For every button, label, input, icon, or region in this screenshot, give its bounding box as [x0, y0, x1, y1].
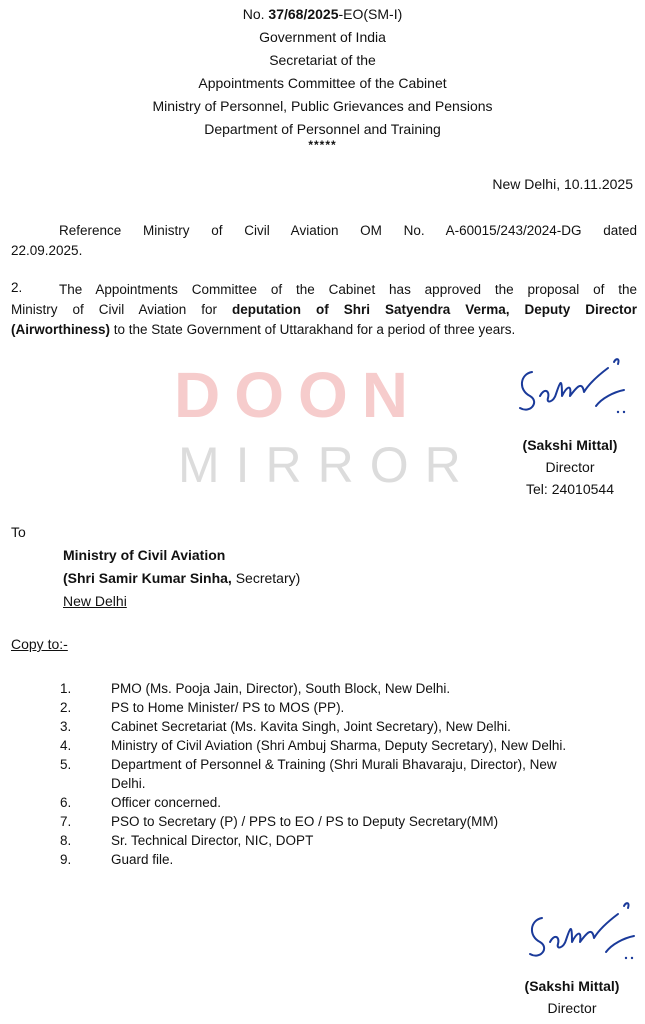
watermark-mirror: MIRROR — [178, 437, 477, 493]
header-line-4: Ministry of Personnel, Public Grievances and Pensions — [152, 98, 493, 114]
reference-line-2: 22.09.2025. — [11, 243, 83, 258]
signatory-name-1: (Sakshi Mittal) — [522, 437, 618, 453]
signatory-name-2: (Sakshi Mittal) — [524, 978, 620, 994]
signatory-designation-1: Director — [545, 459, 595, 475]
to-label: To — [11, 524, 26, 540]
header-line-3: Appointments Committee of the Cabinet — [198, 75, 447, 91]
signature-scribble-2 — [518, 892, 638, 972]
to-city: New Delhi — [63, 593, 127, 609]
para2 — [11, 280, 637, 340]
signatory-block-1 — [500, 434, 640, 500]
reference-line-1: Reference Ministry of Civil Aviation OM No. A-60015/243/2024-DG dated — [59, 223, 637, 238]
para2-line-1: The Appointments Committee of the Cabinet has approved the proposal of the — [59, 282, 637, 297]
header-line-1: Government of India — [259, 29, 386, 45]
para2-line-3: (Airworthiness) to the State Government of Uttarakhand for a period of three years. — [11, 322, 516, 337]
copy-to-label: Copy to:- — [11, 636, 68, 652]
para2-number: 2. — [11, 280, 23, 295]
signatory-block-2 — [502, 975, 642, 1019]
signatory-designation-2: Director — [547, 1000, 597, 1016]
header-line-5: Department of Personnel and Training — [204, 121, 441, 137]
to-organization: Ministry of Civil Aviation — [63, 547, 226, 563]
file-number: No. 37/68/2025-EO(SM-I) — [242, 6, 403, 22]
signature-scribble-1 — [510, 352, 630, 424]
watermark-doon: DOON — [174, 359, 422, 431]
to-person: (Shri Samir Kumar Sinha, Secretary) — [63, 570, 301, 586]
reference-paragraph — [11, 221, 637, 261]
signatory-tel: Tel: 24010544 — [526, 481, 614, 497]
header-line-2: Secretariat of the — [269, 52, 376, 68]
para2-line-2: Ministry of Civil Aviation for deputation of Shri Satyendra Verma, Deputy Director — [11, 302, 637, 317]
place-date: New Delhi, 10.11.2025 — [492, 176, 633, 192]
header-stars: ***** — [308, 138, 337, 152]
